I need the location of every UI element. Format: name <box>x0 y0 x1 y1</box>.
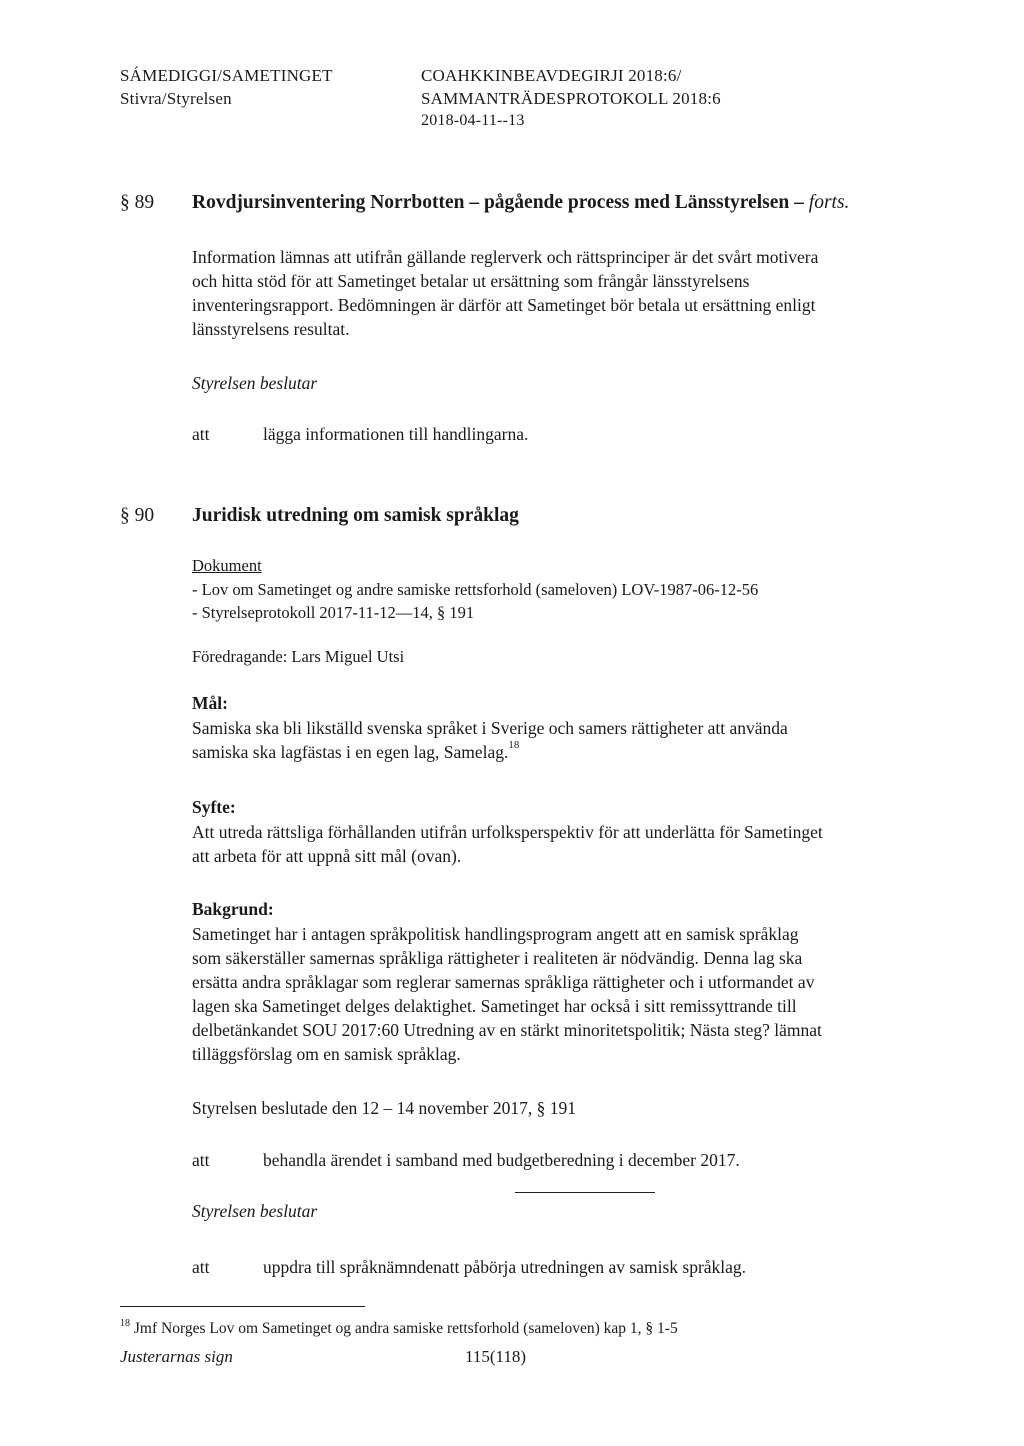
section-89-para-line: inventeringsrapport. Bedömningen är därför att Sametinget bör betala ut ersättning enligt <box>192 295 816 315</box>
footnote-number: 18 <box>120 1318 130 1329</box>
section-89-number: § 89 <box>120 192 155 213</box>
header-org-unit: Stivra/Styrelsen <box>120 89 232 108</box>
foredragande: Föredragande: Lars Miguel Utsi <box>192 647 405 666</box>
header-doc-title: COAHKKINBEAVDEGIRJI 2018:6/ <box>421 66 682 85</box>
section-90-decision-att: att <box>192 1257 210 1277</box>
footer-sign-label: Justerarnas sign <box>120 1347 233 1366</box>
mal-line: Samiska ska bli likställd svenska språket i Sverige och samers rättigheter att använda <box>192 718 788 738</box>
separator-line <box>515 1192 655 1193</box>
section-89-para-line: länsstyrelsens resultat. <box>192 319 350 339</box>
bakgrund-line: lagen ska Sametinget delges delaktighet. Sametinget har också i sitt remissyttrande till <box>192 996 797 1016</box>
section-89-para-line: och hitta stöd för att Sametinget betalar ut ersättning som frångår länsstyrelsens <box>192 271 750 291</box>
section-89-para-line: Information lämnas att utifrån gällande reglerverk och rättsprinciper är det svårt motivera <box>192 247 819 267</box>
footnote-rule <box>120 1306 365 1307</box>
header-org-name: SÁMEDIGGI/SAMETINGET <box>120 66 333 85</box>
bakgrund-line: Sametinget har i antagen språkpolitisk handlingsprogram angett att en samisk språklag <box>192 924 799 944</box>
section-89-decision-heading: Styrelsen beslutar <box>192 373 318 393</box>
section-89-title-text: Rovdjursinventering Norrbotten – pågående process med Länsstyrelsen – <box>192 192 804 213</box>
syfte-line: Att utreda rättsliga förhållanden utifrån urfolksperspektiv för att underlätta för Sametinget <box>192 822 823 842</box>
header-date: 2018-04-11--13 <box>421 112 525 129</box>
bakgrund-line: delbetänkandet SOU 2017:60 Utredning av en stärkt minoritetspolitik; Nästa steg? lämnat <box>192 1020 822 1040</box>
section-90-decision-heading: Styrelsen beslutar <box>192 1201 318 1221</box>
dokument-item: - Lov om Sametinget og andre samiske rettsforhold (sameloven) LOV-1987-06-12-56 <box>192 580 759 599</box>
section-89-title <box>192 192 849 214</box>
mal-line-text: samiska ska lagfästas i en egen lag, Samelag. <box>192 742 509 762</box>
section-90-number: § 90 <box>120 505 155 526</box>
bakgrund-line: som säkerställer samernas språkliga rättigheter i realiteten är nödvändig. Denna lag ska <box>192 948 803 968</box>
syfte-line: att arbeta för att uppnå sitt mål (ovan). <box>192 846 462 866</box>
footnote-text: Jmf Norges Lov om Sametinget og andra samiske rettsforhold (sameloven) kap 1, § 1-5 <box>133 1320 678 1337</box>
dokument-label: Dokument <box>192 556 262 575</box>
footer-page-number: 115(118) <box>465 1347 527 1366</box>
bakgrund-label: Bakgrund: <box>192 899 274 919</box>
dokument-item: - Styrelseprotokoll 2017-11-12—14, § 191 <box>192 603 475 622</box>
section-90-decision-text: uppdra till språknämndenatt påbörja utredningen av samisk språklag. <box>263 1257 747 1277</box>
prior-decision-text: behandla ärendet i samband med budgetberedning i december 2017. <box>263 1150 740 1170</box>
section-89-decision-att: att <box>192 424 210 444</box>
syfte-label: Syfte: <box>192 797 236 817</box>
footnote-ref[interactable]: 18 <box>508 739 520 751</box>
section-89-decision-text: lägga informationen till handlingarna. <box>263 424 529 444</box>
prior-decision: Styrelsen beslutade den 12 – 14 november 2017, § 191 <box>192 1098 576 1118</box>
footnote <box>120 1320 678 1338</box>
section-89-title-forts: forts. <box>808 192 850 213</box>
mal-label: Mål: <box>192 693 228 713</box>
mal-line <box>192 739 520 763</box>
section-90-title: Juridisk utredning om samisk språklag <box>192 505 519 526</box>
bakgrund-line: tilläggsförslag om en samisk språklag. <box>192 1044 461 1064</box>
header-doc-subtitle: SAMMANTRÄDESPROTOKOLL 2018:6 <box>421 89 721 108</box>
prior-decision-att: att <box>192 1150 210 1170</box>
bakgrund-line: ersätta andra språklagar som reglerar samernas språkliga rättigheter och i utformandet av <box>192 972 815 992</box>
